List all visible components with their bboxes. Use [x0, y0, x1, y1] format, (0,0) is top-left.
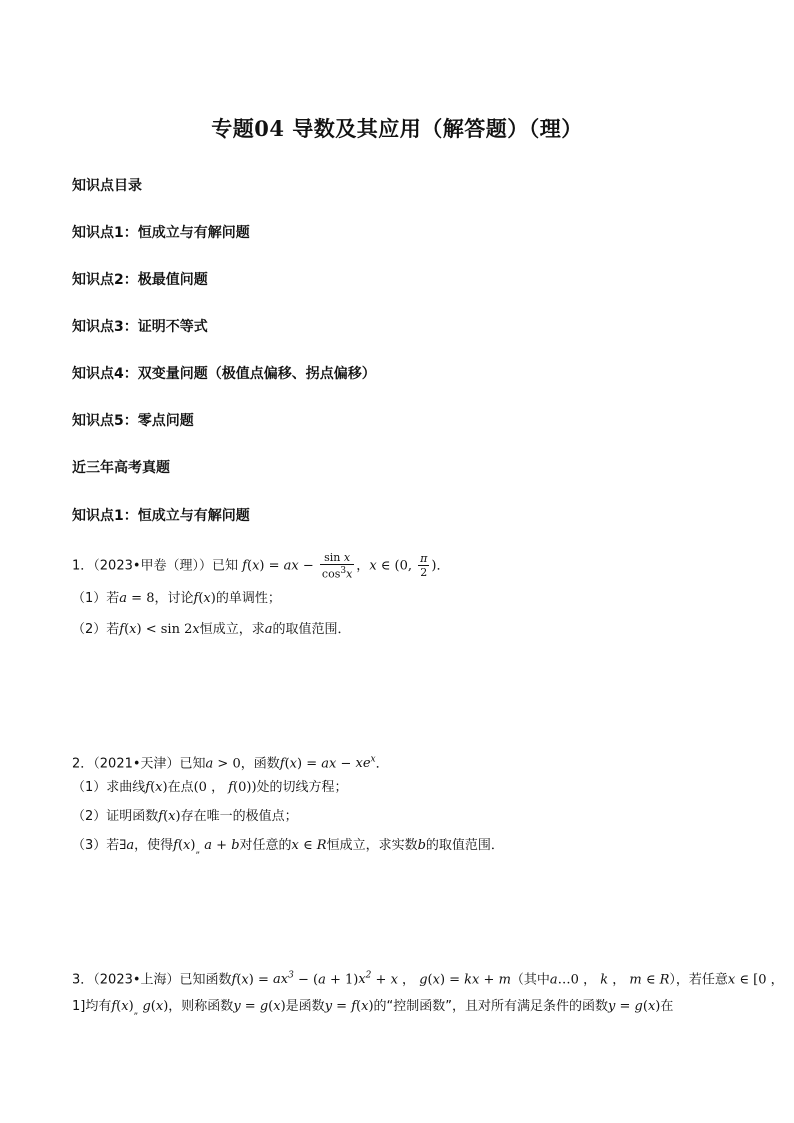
problem-1-part-1: （1）若a = 8，讨论f(x)的单调性；	[72, 591, 281, 606]
toc-item-1: 知识点1：恒成立与有解问题	[72, 225, 250, 241]
problem-2-statement: 2．（2021•天津）已知a > 0，函数f(x) = ax − $xe^x$．	[72, 755, 389, 772]
document-title: 专题04 导数及其应用（解答题）（理）	[211, 116, 583, 141]
problem-3-statement-line-2: 1]均有$f(x)_„$ g(x)，则称函数y = g(x)是函数y = f(x)的“控制函数”，且对所有满足条件的函数y = g(x)在	[72, 999, 674, 1017]
toc-item-4: 知识点4：双变量问题（极值点偏移、拐点偏移）	[72, 366, 376, 382]
subsection-heading: 知识点1：恒成立与有解问题	[72, 508, 250, 524]
toc-item-2: 知识点2：极最值问题	[72, 272, 208, 288]
problem-1-label: 1．（2023•甲卷（理））已知	[72, 558, 239, 574]
problem-2-part-1: （1）求曲线f(x)在点(0 ， f(0))处的切线方程；	[72, 780, 348, 795]
problem-1-part-2: （2）若f(x) < sin 2x恒成立，求a的取值范围．	[72, 622, 351, 637]
problem-2-part-2: （2）证明函数f(x)存在唯一的极值点；	[72, 809, 298, 824]
problem-1-fraction: $\frac{\text{sin x}}{\cos^3x}$	[321, 551, 353, 581]
problem-1-statement: 1．（2023•甲卷（理））已知 f(x) = ax − $\frac{\text{sin x}}{\cos^3x}$ ，x ∈ (0, $\frac{\pi}{2}$ )．	[72, 551, 450, 581]
problem-1-formula: f	[242, 558, 247, 574]
toc-item-5: 知识点5：零点问题	[72, 413, 194, 429]
problem-3-statement-line-1: 3．（2023•上海）已知函数$f(x) = ax^3 - (a + 1)x^2 + x$ ， g(x) = kx + m（其中a…0 ， k ， m ∈ R），若任意x ∈ [0 ，	[72, 971, 784, 988]
toc-heading: 知识点目录	[72, 178, 142, 194]
section-heading: 近三年高考真题	[72, 460, 170, 476]
toc-item-3: 知识点3：证明不等式	[72, 319, 208, 335]
problem-2-part-3: （3）若∃a，使得$f(x)_„$ a + b对任意的x ∈ R恒成立，求实数b的取值范围．	[72, 838, 504, 856]
